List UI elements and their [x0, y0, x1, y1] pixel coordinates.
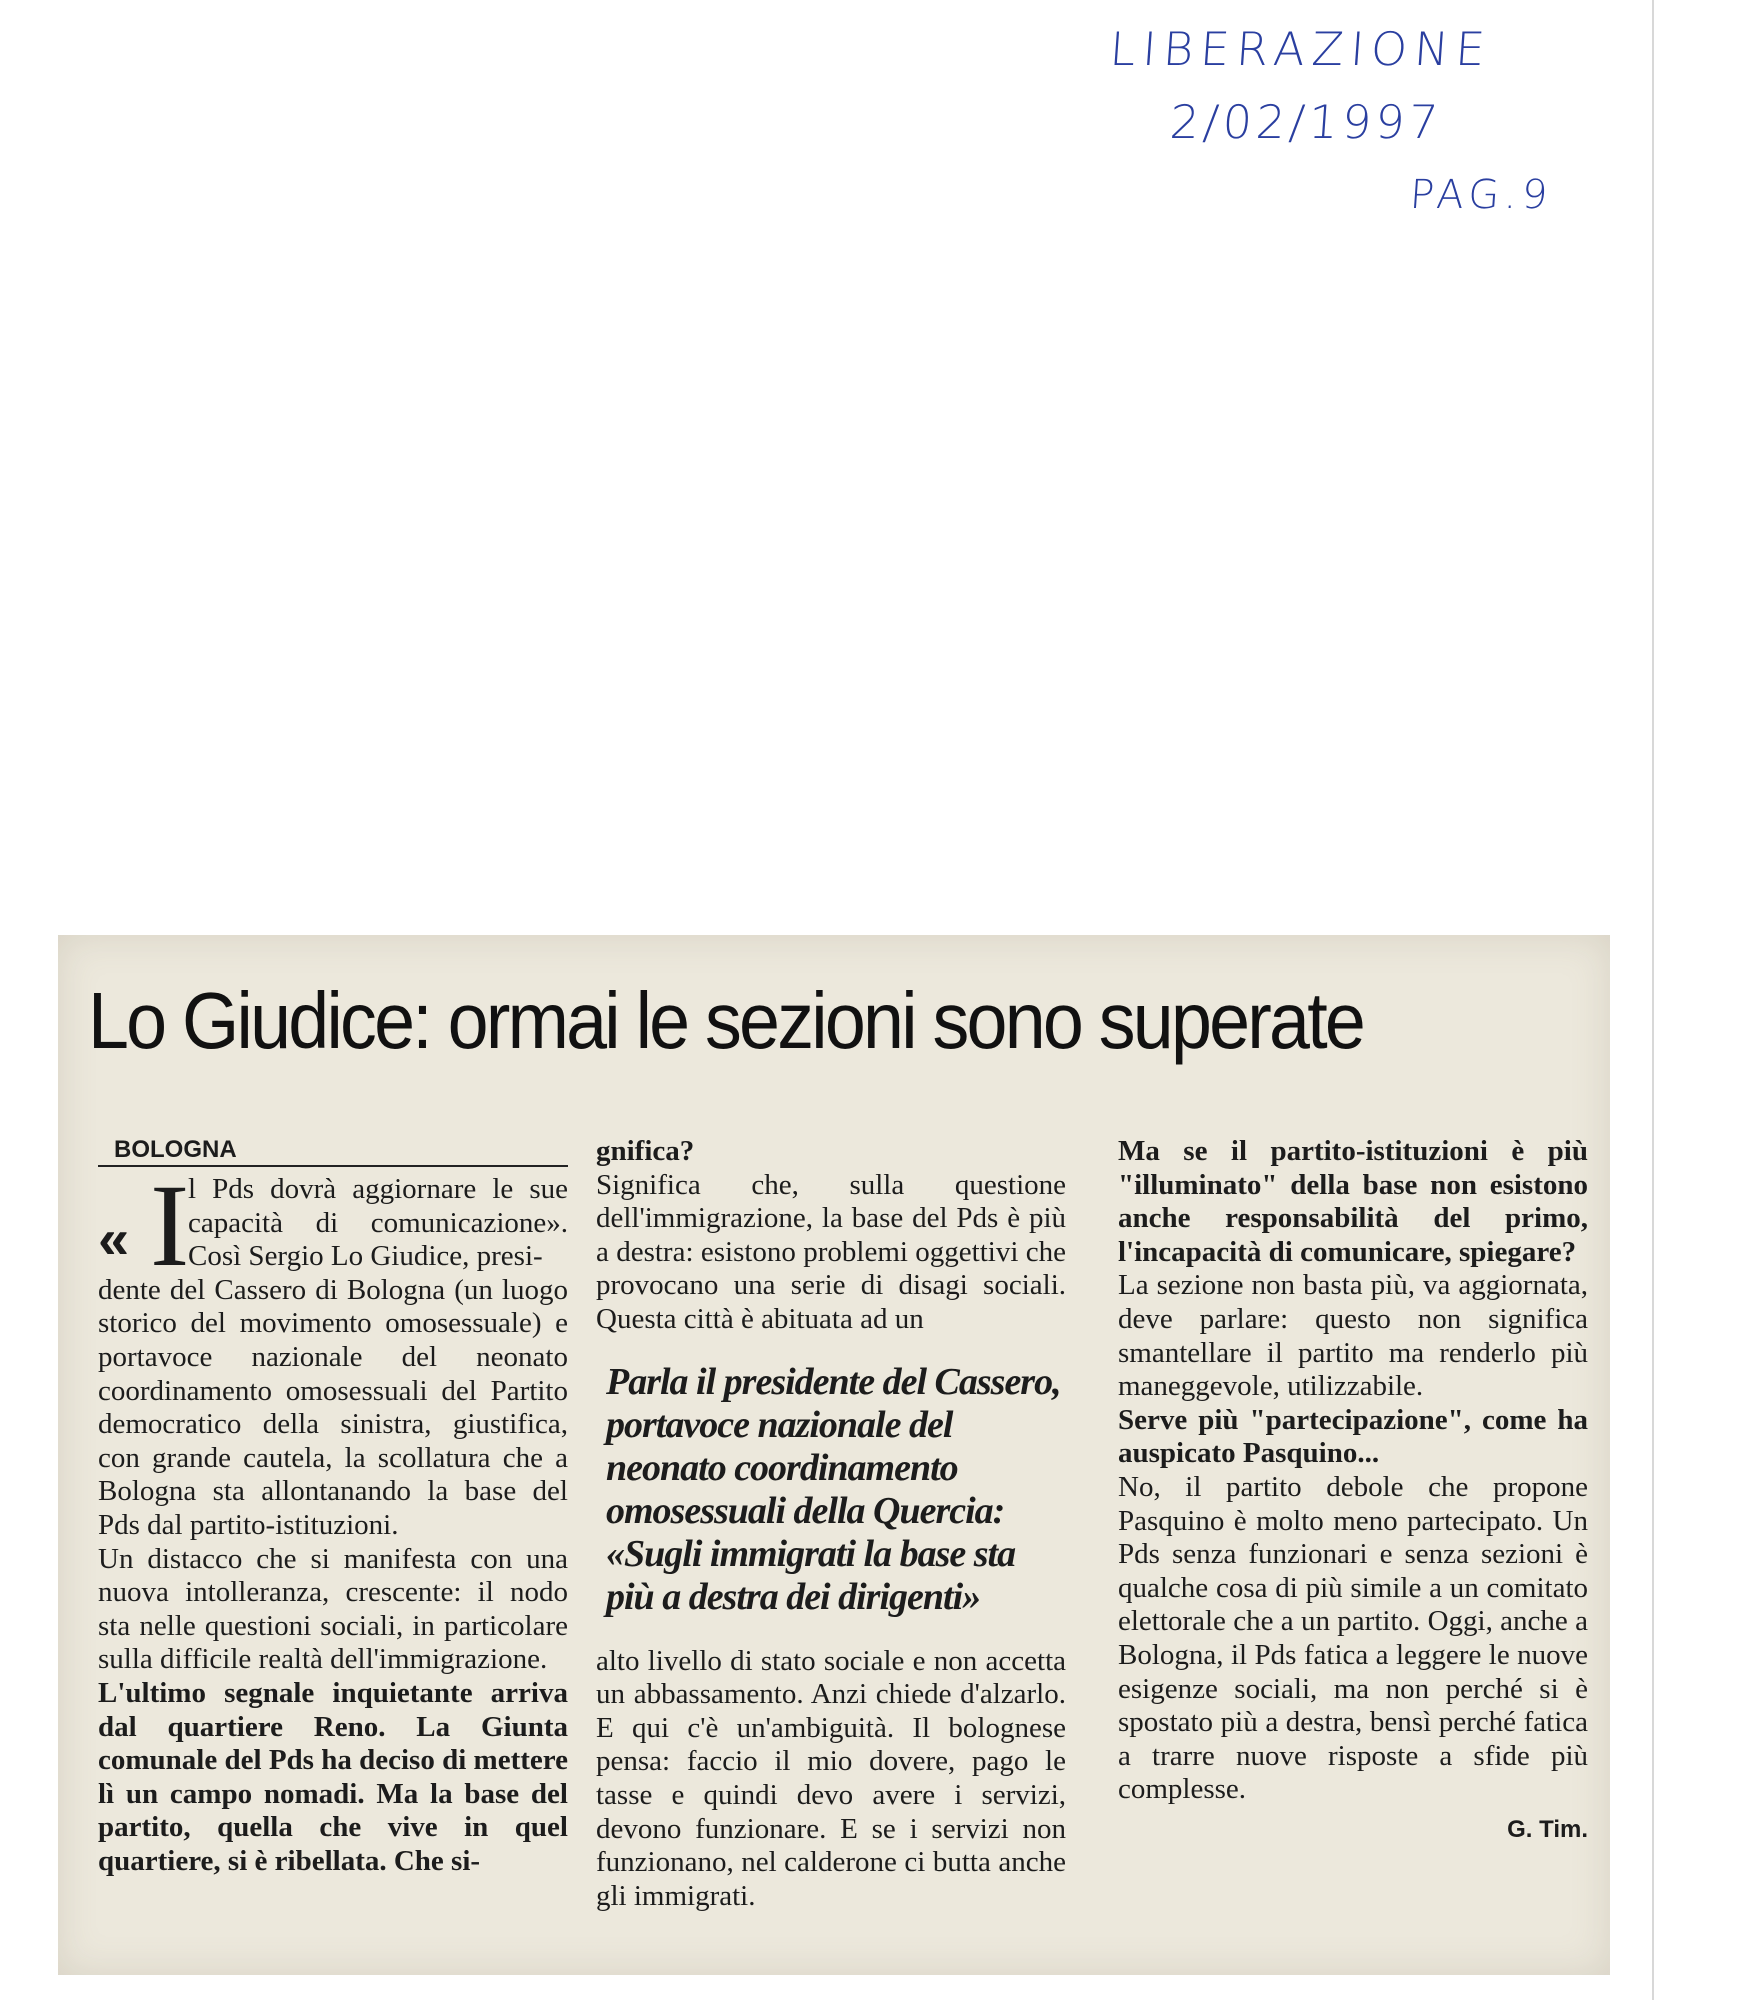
interview-answer: alto livello di stato sociale e non accetta un abbassamento. Anzi chiede d'alzarlo. E qui c'è un'ambiguità. Il bolognese pensa: faccio il mio dovere, pago le tasse e quindi devo avere i servizi, devono funzionare. E se i servizi non funzionano, nel calderone ci butta anche gli immigrati. — [596, 1644, 1066, 1912]
article-column-2 — [596, 1135, 1066, 1913]
interview-question: Serve più "partecipazione", come ha auspicato Pasquino... — [1118, 1403, 1588, 1470]
interview-question: Ma se il partito-istituzioni è più "illuminato" della base non esistono anche responsabilità del primo, l'incapacità di comunicare, spiegare? — [1118, 1135, 1588, 1268]
interview-answer: La sezione non basta più, va aggiornata, deve parlare: questo non significa smantellare il partito ma renderlo più maneggevole, utilizzabile. — [1118, 1269, 1588, 1403]
interview-answer: No, il partito debole che propone Pasquino è molto meno partecipato. Un Pds senza funzionari e senza sezioni è qualche cosa di più simile a un comitato elettorale che a un partito. Oggi, anche a Bologna, il Pds fatica a leggere le nuove esigenze sociali, ma non perché si è spostato più a destra, bensì perché fatica a trarre nuove risposte a sfide più complesse. — [1118, 1470, 1588, 1806]
newspaper-clipping — [58, 935, 1610, 1975]
drop-cap: I — [150, 1160, 190, 1291]
author-signature: G. Tim. — [1507, 1815, 1588, 1843]
interview-question-continued: gnifica? — [596, 1135, 695, 1167]
lead-paragraph-hang: l Pds dovrà aggiornare le sue capacità di comunicazione». Così Sergio Lo Giudice, presi- — [188, 1173, 568, 1273]
interview-question: L'ultimo segnale inquietante arriva dal quartiere Reno. La Giunta comunale del Pds ha deciso di mettere lì un campo nomadi. Ma la base del partito, quella che vive in quel quartiere, si è ribellata. Che si- — [98, 1676, 568, 1877]
handwritten-source: LIBERAZIONE — [1108, 22, 1494, 76]
article-column-3 — [1118, 1135, 1588, 1846]
interview-answer: Significa che, sulla questione dell'immigrazione, la base del Pds è più a destra: esistono problemi oggettivi che provocano una serie di disagi sociali. Questa città è abituata ad un — [596, 1168, 1066, 1335]
article-headline: Lo Giudice: ormai le sezioni sono superate — [88, 976, 1364, 1065]
lead-paragraph-rest: dente del Cassero di Bologna (un luogo storico del movimento omosessuale) e portavoce nazionale del neonato coordinamento omosessuali del Partito democratico della sinistra, giustifica, con grande cautela, la scollatura che a Bologna sta allontanando la base del Pds dal partito-istituzioni. — [98, 1273, 568, 1541]
lead-guillemet: « — [98, 1207, 130, 1270]
article-subheadline: Parla il presidente del Cassero, portavoce nazionale del neonato coordinamento omosessuali della Quercia: «Sugli immigrati la base sta più a destra dei dirigenti» — [606, 1360, 1061, 1618]
paragraph: Un distacco che si manifesta con una nuova intolleranza, crescente: il nodo sta nelle questioni sociali, in particolare sulla difficile realtà dell'immigrazione. — [98, 1542, 568, 1676]
lead-block — [98, 1160, 568, 1291]
sheet-edge — [1652, 0, 1654, 2000]
dateline: BOLOGNA — [98, 1135, 568, 1167]
article-column-1 — [98, 1135, 568, 1878]
handwritten-date: 2/02/1997 — [1168, 95, 1444, 149]
handwritten-page: PAG.9 — [1408, 172, 1554, 218]
